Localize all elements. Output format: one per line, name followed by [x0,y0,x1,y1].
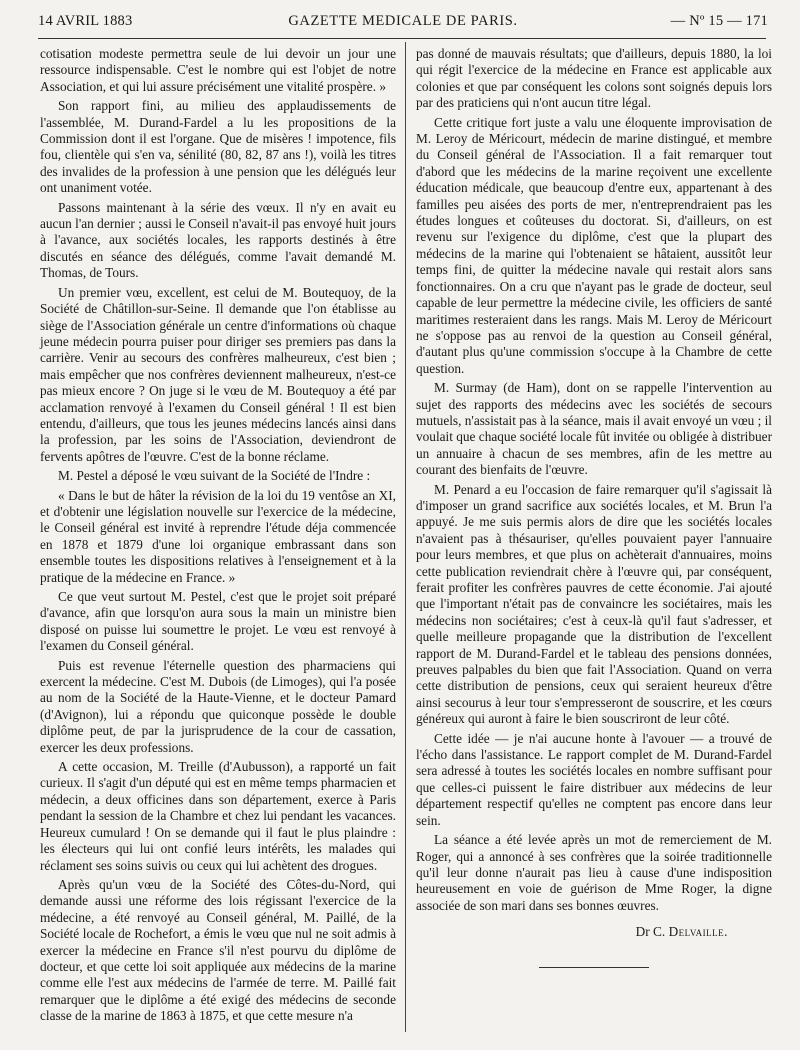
issue-date: 14 AVRIL 1883 [38,12,133,29]
paragraph: cotisation modeste permettra seule de lui devoir un jour une ressource indispensable. C'est le nombre qui est l'objet de notre Association, et qui lui assure précisément une vitalité prospère. » [40,46,396,94]
column-divider [405,42,406,1032]
signature-prefix: Dr C. [635,924,666,940]
right-column [416,46,772,968]
paragraph: Cette idée — je n'ai aucune honte à l'avouer — a trouvé de l'écho dans l'assistance. Le rapport complet de M. Durand-Fardel sera adressé à toutes les sociétés locales en nombre suffisant pour que celles-ci puissent le faire distribuer aux médecins de leur département respectif qu'elles ne comptent pas encore dans leur sein. [416,730,772,828]
author-signature [416,924,772,940]
paragraph: M. Penard a eu l'occasion de faire remarquer qu'il s'agissait là d'imposer un grand sacrifice aux sociétés locales, et M. Brun l'a appuyé. Je me suis permis alors de dire que les sociétés locales n'avaient pas à thésauriser, qu'elles pouvaient payer l'annuaire pour leurs membres, et que plus on achèterait d'annuaires, moins cette publication reviendrait chère à l'œuvre qui, par conséquent, ferait profiter les confrères pauvres de cette économie. J'ai ajouté que l'important n'était pas de convaincre les sociétaires, mais les médecins non sociétaires; c'est à ceux-là qu'il faut s'adresser, et quelle meilleure propagande que la distribution de l'excellent rapport de M. Durand-Fardel et le tableau des pensions données, preuves palpables du bien que fait l'Association. Quand on verra cette distribution de pensions, ceux qui seraient heureux d'être ainsi secourus à leur tour s'empresseront de souscrire, et les cœurs généreux qui auront à faire le bien souscriront de leur côté. [416,481,772,727]
paragraph: Après qu'un vœu de la Société des Côtes-du-Nord, qui demande aussi une réforme des lois régissant l'exercice de la médecine, a été renvoyé au Conseil général, M. Paillé, de la Société locale de Rochefort, a émis le vœu que nul ne soit admis à exercer la médecine en France s'il n'est pourvu du diplôme de docteur, et que cette loi soit appliquée aux médecins de la marine comme elle l'est aux médecins de l'armée de terre. M. Paillé fait remarquer que le diplôme a été exigé des médecins de seconde classe de la marine de 1863 à 1875, et que cette mesure n'a [40,876,396,1024]
paragraph: Ce que veut surtout M. Pestel, c'est que le projet soit préparé d'avance, afin que lorsqu'on aura sous la main un ministre bien disposé on puisse lui soumettre le projet. Le vœu est renvoyé à l'examen du Conseil général. [40,589,396,654]
quoted-paragraph: « Dans le but de hâter la révision de la loi du 19 ventôse an XI, et d'obtenir une législation nouvelle sur l'exercice de la médecine, le Conseil général est invité à reprendre l'étude déja commencée en 1878 et 1879 d'une loi organique embrassant dans son ensemble toutes les dispositions relatives à l'enseignement et à la pratique de la médecine en France. » [40,487,396,585]
header-divider [38,38,766,39]
paragraph: Cette critique fort juste a valu une éloquente improvisation de M. Leroy de Méricourt, médecin de marine distingué, et membre du Conseil général de l'Association. Il a fait remarquer tout d'abord que les médecins de la marine reçoivent une excellente éducation médicale, que beaucoup d'entre eux, appartenant à des familles peu aisées des ports de mer, n'entreprendraient pas les études longues et coûteuses du doctorat. Si, d'ailleurs, on est revenu sur l'exigence du diplôme, c'est que la plupart des médecins de la marine qui l'obtenaient se hâtaient, aussitôt leur temps fini, de quitter la médecine navale qui restait alors sans fonctionnaires. On a cru que n'ayant pas le grade de docteur, seul capable de leur permettre la médecine civile, les officiers de santé maritimes resteraient dans les rangs. Mais M. Leroy de Méricourt ne s'oppose pas au renvoi de la question au Conseil général, d'autant plus qu'une commission s'occupe à la Chambre de cette question. [416,114,772,376]
left-column [40,46,396,1028]
paragraph: pas donné de mauvais résultats; que d'ailleurs, depuis 1880, la loi qui régit l'exercice de la médecine en France est applicable aux colonies et que par conséquent les colons sont soignés depuis lors par des praticiens qui n'ont aucun titre légal. [416,46,772,111]
paragraph: M. Surmay (de Ham), dont on se rappelle l'intervention au sujet des rapports des médecins avec les sociétés de secours mutuels, n'assistait pas à la séance, mais il avait envoyé un vœu ; il voulait que chaque société locale fût invitée ou obligée à distribuer un annuaire à chacun de ses membres, afin de les mettre au courant des bienfaits de l'œuvre. [416,380,772,478]
paragraph: Son rapport fini, au milieu des applaudissements de l'assemblée, M. Durand-Fardel a lu les propositions de la Commission dont il est l'organe. Que de misères ! impotence, fils fou, clientèle qui s'en va, sénilité (80, 82, 87 ans !), voilà les titres des invalides de la profession à une pension que les délégués leur ont unaniment votée. [40,98,396,196]
paragraph: Un premier vœu, excellent, est celui de M. Boutequoy, de la Société de Châtillon-sur-Seine. Il demande que l'on établisse au siège de l'Association générale un centre d'informations où chaque jeune médecin pourra puiser pour diriger ses premiers pas dans la carrière. Venir au secours des confrères malheureux, c'est bien ; mais empêcher que nos confrères deviennent malheureux, n'est-ce pas mieux encore ? On juge si le vœu de M. Boutequoy a été par acclamation renvoyé à l'examen du Conseil général ! Il est bien entendu, d'ailleurs, que tous les jeunes médecins lancés ainsi dans la profession, par les soins de l'Association, deviendront de fervents apôtres de l'œuvre. C'est de la bonne réclame. [40,284,396,464]
paragraph: A cette occasion, M. Treille (d'Aubusson), a rapporté un fait curieux. Il s'agit d'un député qui est en même temps pharmacien et médecin, a deux officines dans son département, exerce à Paris pendant la session de la Chambre et chez lui pendant les vacances. Heureux cumulard ! On se demande qui il faut le plus plaindre : les électeurs qui lui ont confié leurs intérêts, les malades qui réclament ses soins suivis ou ceux qui lui achètent des drogues. [40,759,396,873]
paragraph: La séance a été levée après un mot de remerciement de M. Roger, qui a annoncé à ses confrères que la soirée traditionnelle qu'il leur donne n'aurait pas lieu à cause d'une indisposition heureusement en voie de guérison de Mme Roger, la digne associée de son mari dans ses bonnes œuvres. [416,832,772,913]
paragraph: M. Pestel a déposé le vœu suivant de la Société de l'Indre : [58,468,371,484]
article-end-rule [539,967,649,968]
page-header [38,10,768,32]
paragraph: Passons maintenant à la série des vœux. Il n'y en avait eu aucun l'an dernier ; aussi le Conseil n'avait-il pas envoyé huit jours à l'avance, aux sociétés locales, les rapports destinés à être discutés en séance des délégués, comme l'avait demandé M. Thomas, de Tours. [40,199,396,281]
signature-name: Delvaille. [668,924,728,940]
journal-title: GAZETTE MEDICALE DE PARIS. [288,12,518,29]
issue-page-number: — Nº 15 — 171 [670,12,768,29]
paragraph: Puis est revenue l'éternelle question des pharmaciens qui exercent la médecine. C'est M. Dubois (de Limoges), qui l'a posée au nom de la Société de la Haute-Vienne, et le docteur Pamard (d'Avignon), lui a répondu que quiconque possède le double diplôme peut, de par la jurisprudence de la cour de cassation, exercer les deux professions. [40,657,396,755]
